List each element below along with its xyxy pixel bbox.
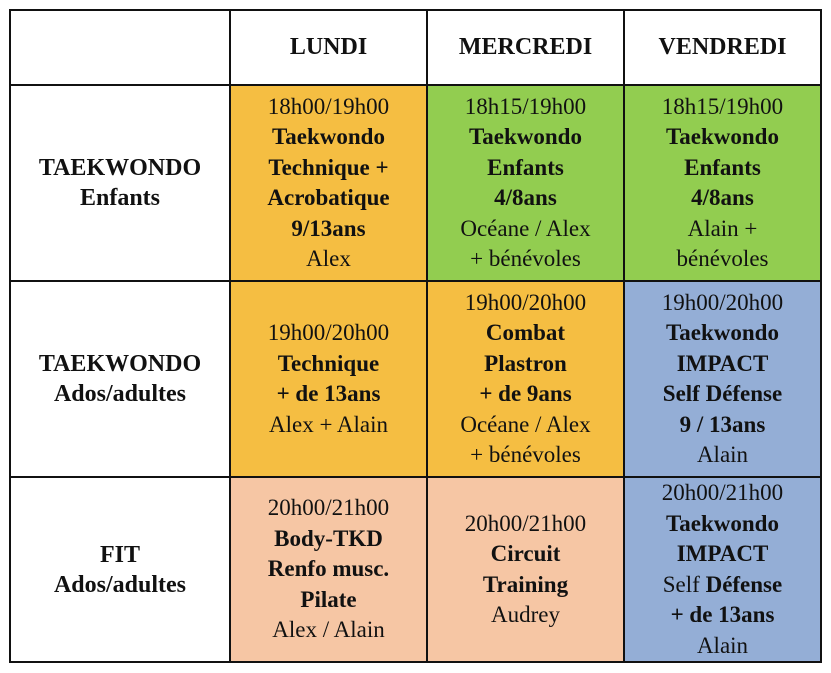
row-label-activity: TAEKWONDO — [38, 155, 202, 181]
session-title: Enfants — [684, 154, 761, 180]
session-cell-lundi — [230, 85, 427, 281]
row-label-activity: TAEKWONDO — [38, 351, 202, 377]
session-instructor: Alex / Alain — [272, 617, 385, 643]
session-age: 4/8ans — [494, 185, 557, 210]
session-time: 18h15/19h00 — [464, 93, 587, 119]
header-row — [10, 10, 821, 85]
session-title: Plastron — [484, 350, 567, 376]
session-title: Technique + — [268, 154, 389, 180]
session-title: Renfo musc. — [267, 556, 390, 582]
row-label-group: Ados/adultes — [53, 381, 187, 407]
session-title: Technique — [277, 350, 380, 376]
session-instructor: Audrey — [491, 602, 560, 627]
session-title: Pilate — [300, 586, 357, 612]
session-title-bold: Défense — [705, 571, 783, 597]
session-instructor: bénévoles — [676, 246, 769, 271]
session-cell-lundi — [230, 281, 427, 477]
session-age: + de 13ans — [670, 602, 775, 627]
session-title: Circuit — [490, 541, 561, 566]
row-label-group: Enfants — [79, 185, 161, 211]
session-title: Acrobatique — [267, 185, 390, 210]
session-time: 18h15/19h00 — [661, 93, 784, 119]
day-header-lundi: LUNDI — [230, 10, 427, 85]
session-time: 19h00/20h00 — [464, 289, 587, 315]
corner-cell — [10, 10, 230, 85]
session-age: 9 / 13ans — [679, 411, 766, 437]
row-label — [10, 85, 230, 281]
row-label-activity: FIT — [99, 541, 140, 568]
session-title: Taekwondo — [666, 124, 779, 149]
row-label-group: Ados/adultes — [53, 571, 187, 598]
schedule-table — [9, 9, 822, 663]
session-title: Training — [482, 571, 569, 597]
session-instructor: Océane / Alex — [460, 411, 591, 437]
session-cell-mercredi — [427, 477, 624, 662]
session-age: 4/8ans — [691, 185, 754, 210]
session-title-mixed — [625, 570, 820, 601]
session-age: + de 9ans — [479, 381, 572, 406]
session-title: Combat — [485, 320, 566, 345]
session-cell-lundi — [230, 477, 427, 662]
session-time: 20h00/21h00 — [464, 510, 587, 536]
schedule-row-taekwondo-ados — [10, 281, 821, 477]
session-title: Enfants — [487, 154, 564, 180]
session-age: 9/13ans — [291, 215, 366, 241]
session-instructor: Alain + — [687, 215, 758, 241]
session-instructor: Alex — [306, 246, 351, 271]
session-cell-vendredi — [624, 477, 821, 662]
row-label — [10, 281, 230, 477]
session-title: Taekwondo — [469, 124, 582, 149]
session-time: 19h00/20h00 — [661, 289, 784, 315]
session-title-plain: Self — [662, 571, 706, 597]
session-title: Taekwondo — [666, 320, 779, 345]
session-instructor: Alain — [696, 632, 749, 658]
session-title: IMPACT — [676, 541, 769, 566]
day-header-mercredi: MERCREDI — [427, 10, 624, 85]
session-age: + de 13ans — [276, 381, 381, 406]
session-title: Taekwondo — [666, 510, 779, 536]
session-cell-mercredi — [427, 281, 624, 477]
session-instructor: Océane / Alex — [460, 215, 591, 241]
session-time: 20h00/21h00 — [267, 495, 390, 521]
session-instructor: + bénévoles — [470, 442, 581, 467]
row-label — [10, 477, 230, 662]
session-title: IMPACT — [676, 350, 769, 376]
schedule-row-fit — [10, 477, 821, 662]
session-cell-mercredi — [427, 85, 624, 281]
session-instructor: Alain — [696, 442, 749, 467]
schedule-row-taekwondo-enfants — [10, 85, 821, 281]
day-header-vendredi: VENDREDI — [624, 10, 821, 85]
session-title: Body-TKD — [274, 525, 383, 551]
session-time: 19h00/20h00 — [267, 320, 390, 345]
session-instructor: + bénévoles — [470, 246, 581, 271]
session-title: Self Défense — [662, 381, 783, 406]
session-title: Taekwondo — [272, 124, 385, 149]
session-instructor: Alex + Alain — [268, 411, 388, 437]
session-time: 18h00/19h00 — [267, 93, 390, 119]
session-cell-vendredi — [624, 281, 821, 477]
session-time: 20h00/21h00 — [661, 480, 784, 505]
session-cell-vendredi — [624, 85, 821, 281]
